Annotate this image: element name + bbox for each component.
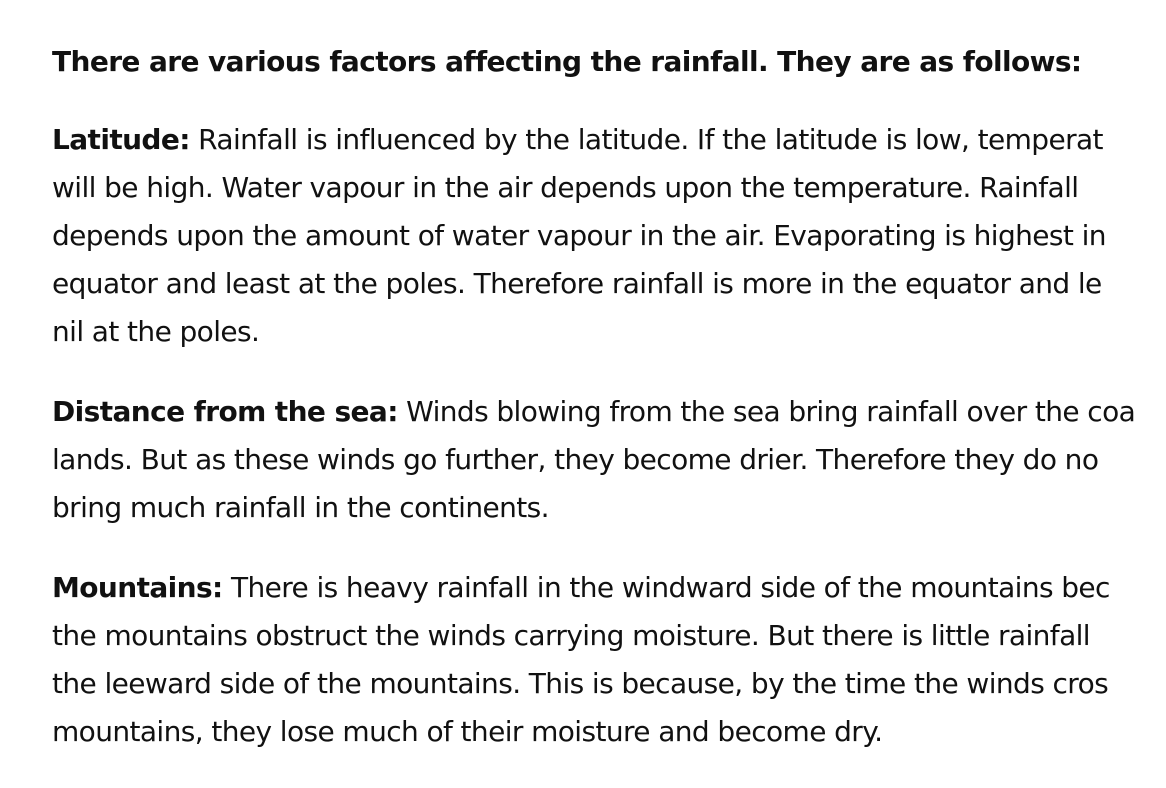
section-distance-from-sea — [52, 388, 1166, 532]
section-term: Distance from the sea: — [52, 395, 398, 428]
section-line — [52, 388, 1166, 436]
section-latitude — [52, 116, 1166, 356]
section-term: Mountains: — [52, 571, 223, 604]
section-line: will be high. Water vapour in the air depends upon the temperature. Rainfall — [52, 171, 1079, 204]
section-line: lands. But as these winds go further, they become drier. Therefore they do no — [52, 443, 1099, 476]
section-line: equator and least at the poles. Therefore rainfall is more in the equator and le — [52, 267, 1102, 300]
section-term: Latitude: — [52, 123, 190, 156]
section-line: nil at the poles. — [52, 315, 260, 348]
section-text: Rainfall is influenced by the latitude. If the latitude is low, temperat — [189, 123, 1103, 156]
section-line — [52, 564, 1166, 612]
section-line: the mountains obstruct the winds carrying moisture. But there is little rainfall — [52, 619, 1090, 652]
section-mountains — [52, 564, 1166, 756]
section-line: the leeward side of the mountains. This is because, by the time the winds cros — [52, 667, 1109, 700]
document-heading: There are various factors affecting the rainfall. They are as follows: — [52, 45, 1082, 78]
section-line: bring much rainfall in the continents. — [52, 491, 549, 524]
section-line: mountains, they lose much of their moisture and become dry. — [52, 715, 883, 748]
section-text: Winds blowing from the sea bring rainfall over the coa — [397, 395, 1136, 428]
section-text: There is heavy rainfall in the windward side of the mountains bec — [222, 571, 1110, 604]
section-line: depends upon the amount of water vapour in the air. Evaporating is highest in — [52, 219, 1106, 252]
document-body — [52, 40, 1166, 788]
section-line — [52, 116, 1166, 164]
